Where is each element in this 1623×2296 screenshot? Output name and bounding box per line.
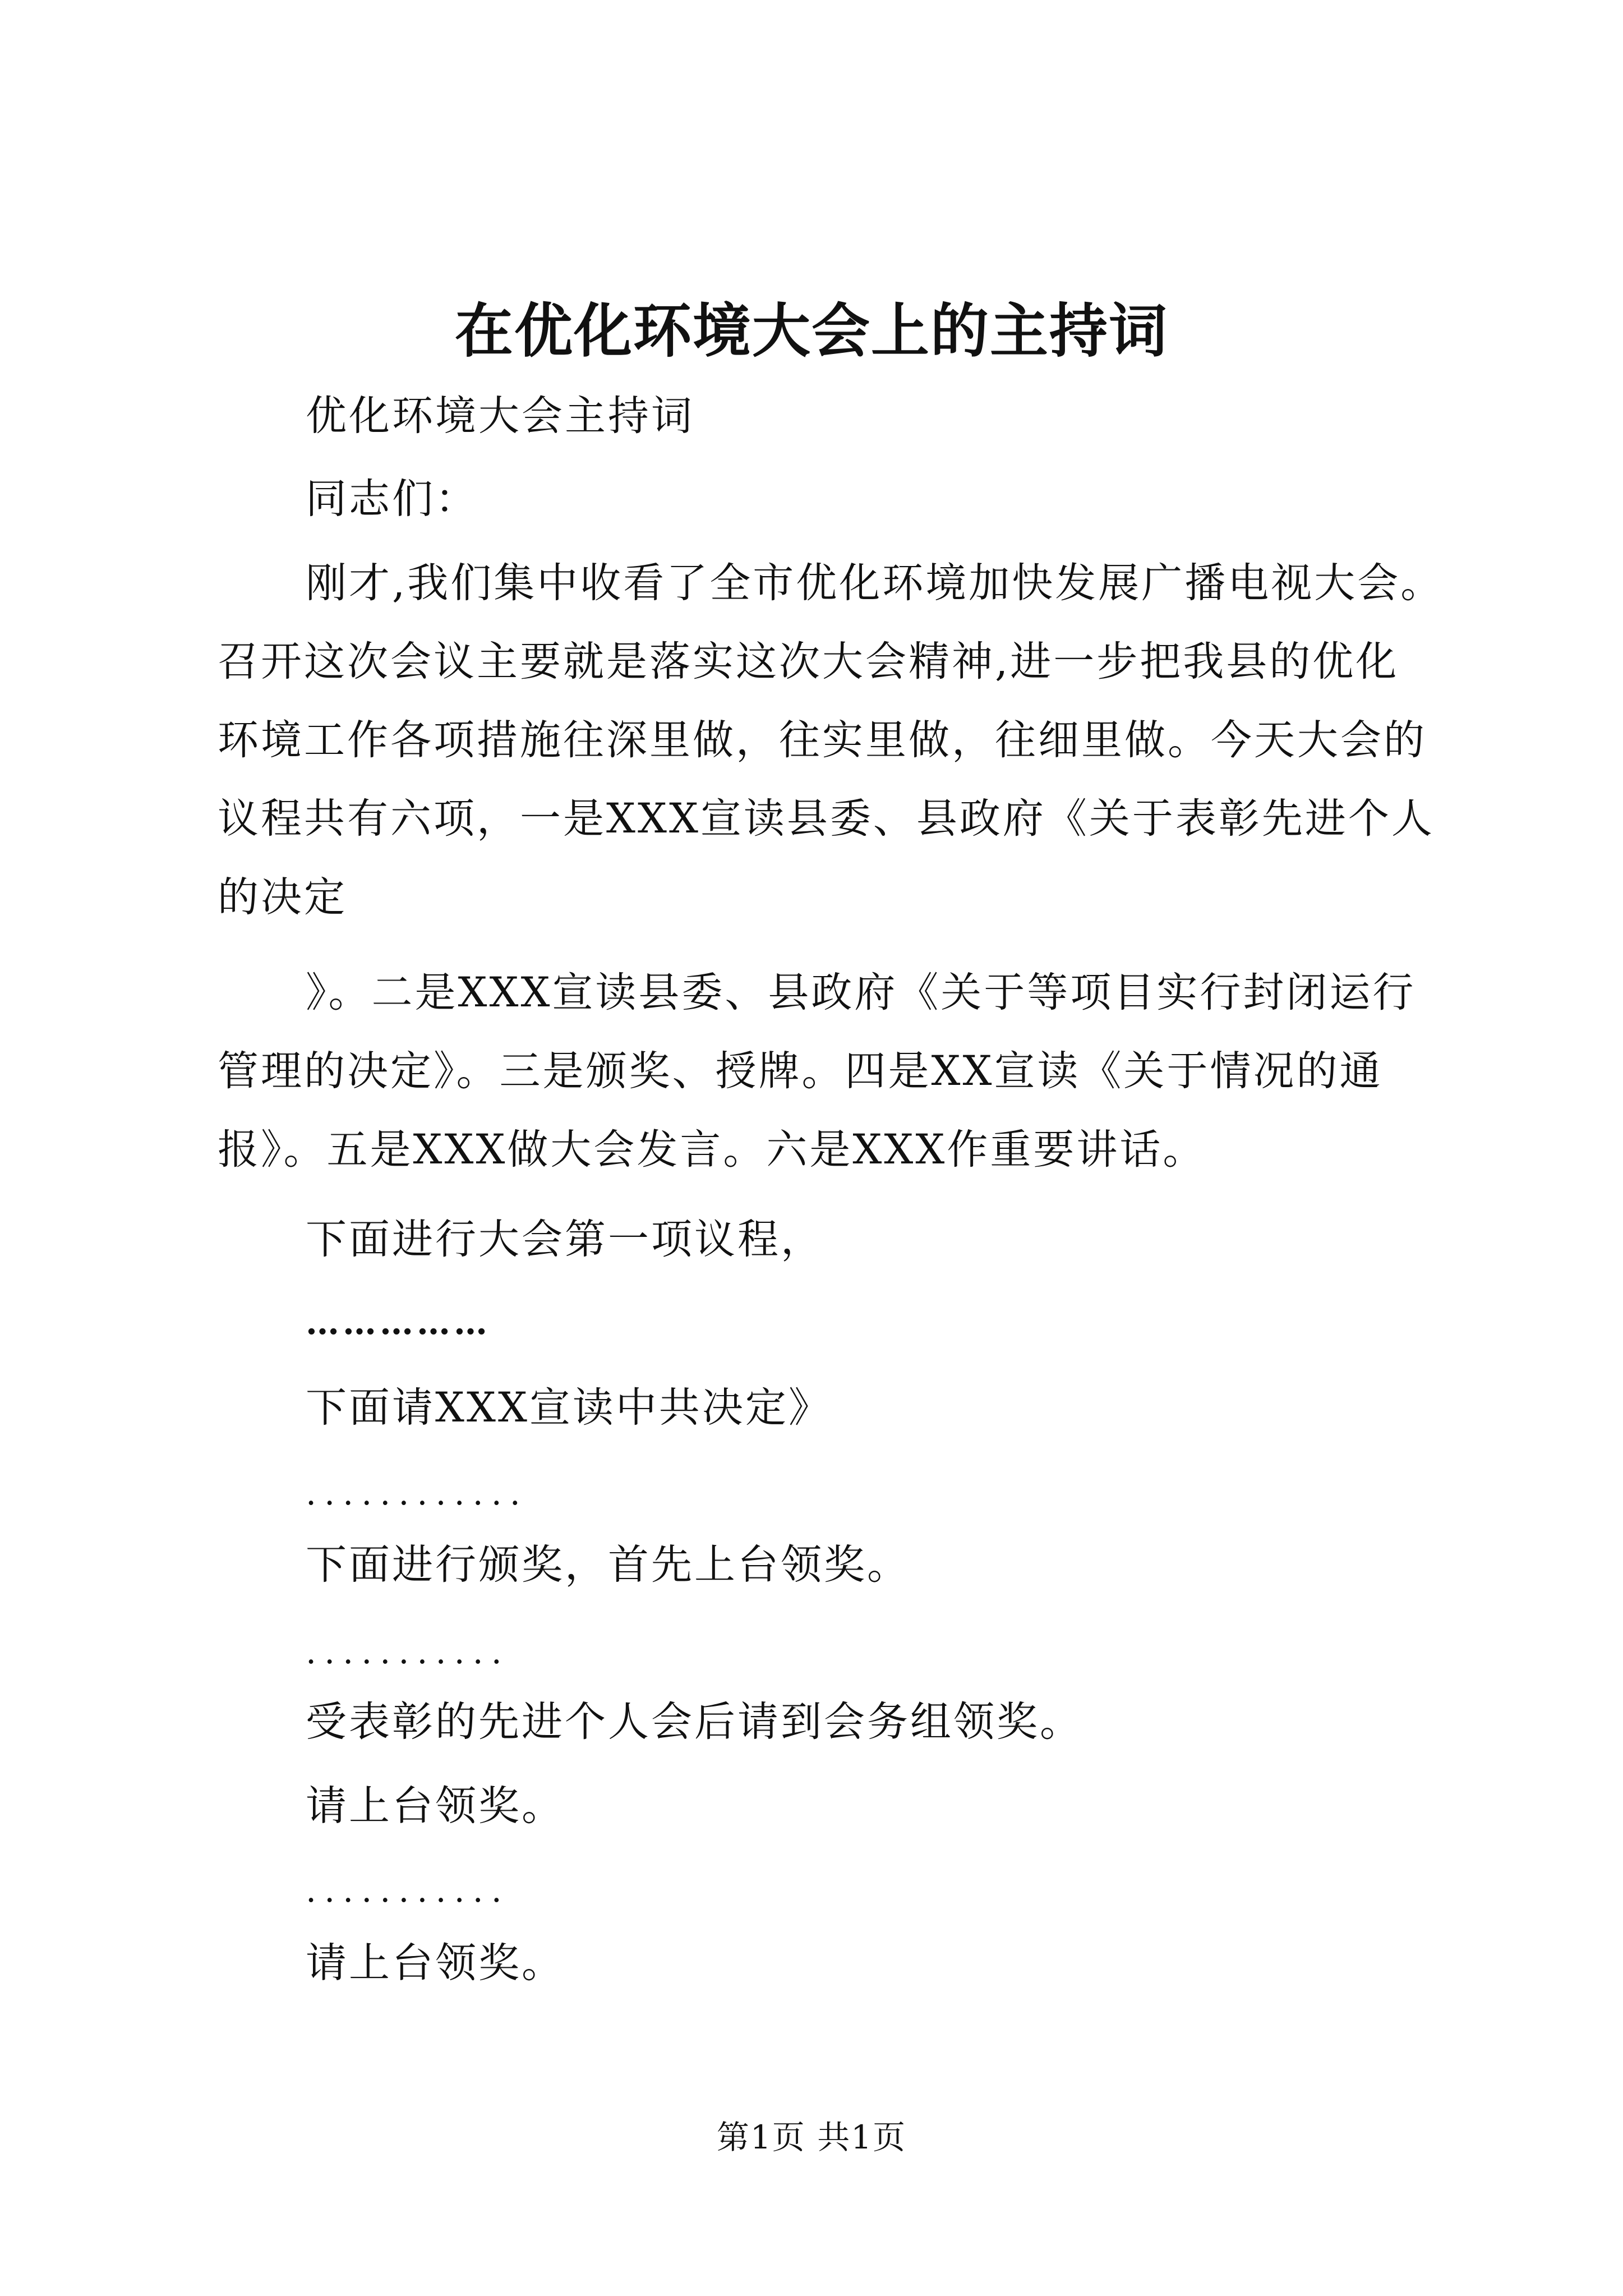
paragraph-line: 环境工作各项措施往深里做，往实里做，往细里做。今天大会的 <box>218 716 1427 764</box>
paragraph-line: 议程共有六项，一是XXX宣读县委、县政府《关于表彰先进个人 <box>218 795 1435 843</box>
agenda-line: 受表彰的先进个人会后请到会务组领奖。 <box>306 1698 1083 1746</box>
ellipsis-line: …………… <box>306 1303 491 1342</box>
agenda-line: 请上台领奖。 <box>306 1939 565 1987</box>
page-number-footer: 第1页 共1页 <box>716 2118 907 2156</box>
salutation-line: 同志们： <box>306 475 478 523</box>
ellipsis-line: ............ <box>306 1474 528 1513</box>
subtitle-line: 优化环境大会主持词 <box>306 392 694 440</box>
agenda-line: 下面请XXX宣读中共决定》 <box>306 1384 832 1432</box>
paragraph-line: 刚才,我们集中收看了全市优化环境加快发展广播电视大会。 <box>306 559 1444 607</box>
paragraph-line: 报》。五是XXX做大会发言。六是XXX作重要讲话。 <box>218 1126 1206 1174</box>
ellipsis-line: ........... <box>306 1871 510 1910</box>
document-title: 在优化环境大会上的主持词 <box>454 296 1168 365</box>
paragraph-line: 召开这次会议主要就是落实这次大会精神,进一步把我县的优化 <box>218 638 1399 685</box>
ellipsis-line: ........... <box>306 1632 510 1672</box>
agenda-line: 请上台领奖。 <box>306 1782 565 1830</box>
paragraph-line: 管理的决定》。三是颁奖、授牌。四是XX宣读《关于情况的通 <box>218 1047 1383 1095</box>
paragraph-line: 的决定 <box>218 873 347 921</box>
agenda-line: 下面进行大会第一项议程， <box>306 1216 824 1263</box>
agenda-line: 下面进行颁奖，首先上台领奖。 <box>306 1541 910 1589</box>
paragraph-line: 》。二是XXX宣读县委、县政府《关于等项目实行封闭运行 <box>306 969 1416 1016</box>
